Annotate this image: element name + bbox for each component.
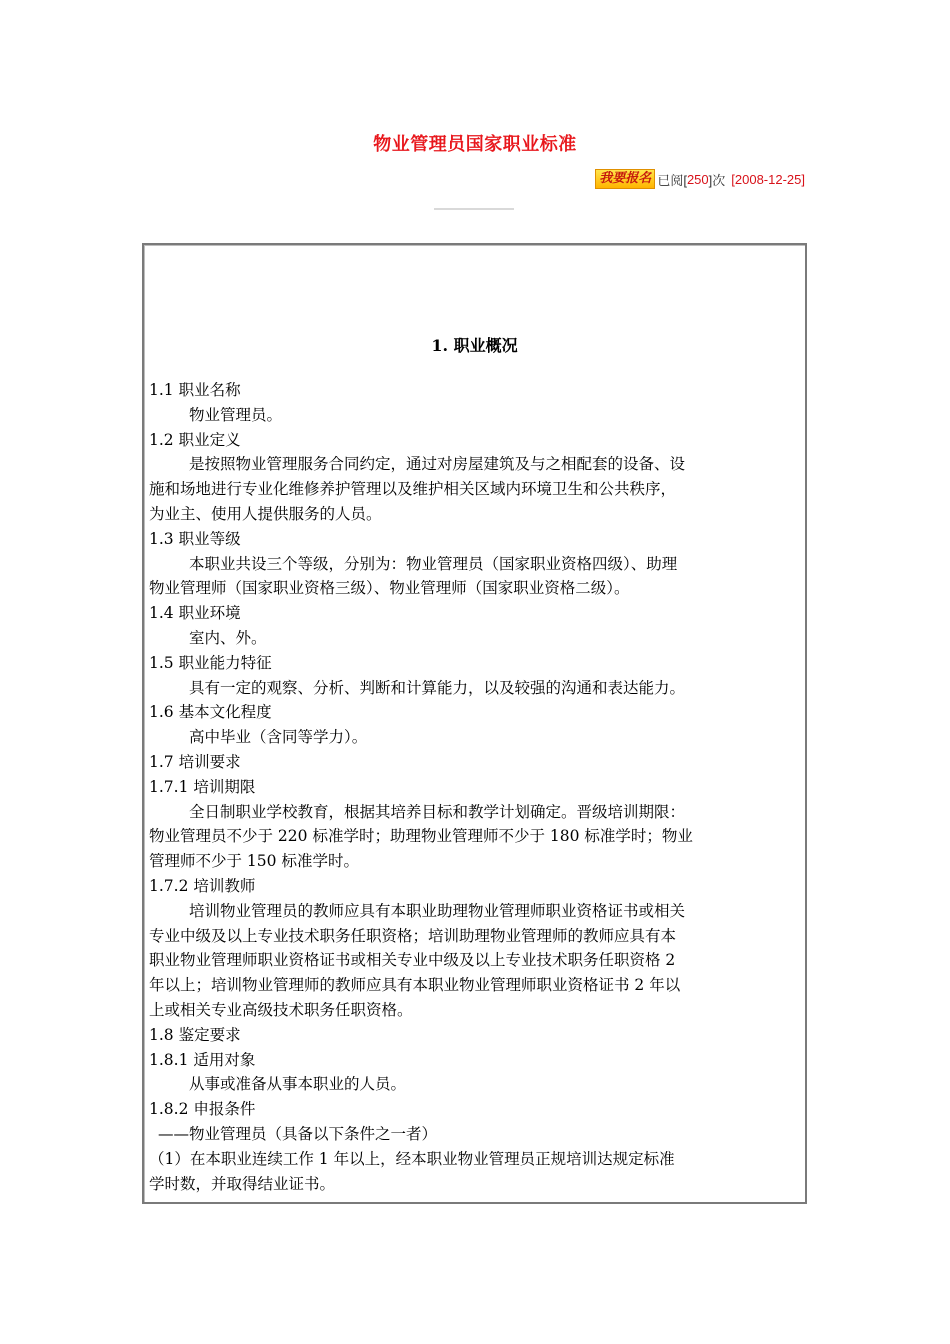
text-line: 本职业共设三个等级，分别为：物业管理员（国家职业资格四级）、助理: [189, 554, 678, 573]
read-count-suffix: ]次: [708, 172, 726, 188]
text-line: ——物业管理员（具备以下条件之一者）: [158, 1124, 438, 1143]
text-line: 年以上；培训物业管理师的教师应具有本职业物业管理师职业资格证书 2 年以: [149, 976, 681, 995]
document-body: [149, 378, 799, 1196]
text-line: 1.2 职业定义: [149, 430, 241, 449]
text-line: 具有一定的观察、分析、判断和计算能力，以及较强的沟通和表达能力。: [189, 678, 686, 697]
text-line: 1.7.1 培训期限: [149, 777, 256, 796]
read-count-prefix: 已阅[: [657, 172, 687, 188]
divider: [434, 208, 514, 210]
text-line: 1.7.2 培训教师: [149, 876, 256, 895]
text-line: 1.4 职业环境: [149, 604, 241, 623]
page-title: 物业管理员国家职业标准: [373, 134, 577, 155]
publish-date: [2008-12-25]: [731, 171, 805, 187]
text-line: 高中毕业（含同等学力）。: [189, 728, 368, 747]
text-line: 1.8 鉴定要求: [149, 1025, 241, 1044]
signup-button[interactable]: 我要报名: [595, 169, 655, 189]
text-line: 1.6 基本文化程度: [149, 703, 272, 722]
text-line: 管理师不少于 150 标准学时。: [149, 852, 359, 871]
text-line: 上或相关专业高级技术职务任职资格。: [149, 1000, 413, 1019]
text-line: 1.7 培训要求: [149, 752, 241, 771]
read-count: 250: [686, 171, 709, 187]
text-line: 1.3 职业等级: [149, 529, 241, 548]
text-line: 从事或准备从事本职业的人员。: [189, 1075, 407, 1094]
text-line: 物业管理员不少于 220 标准学时；助理物业管理师不少于 180 标准学时；物业: [149, 827, 693, 846]
text-line: 专业中级及以上专业技术职务任职资格；培训助理物业管理师的教师应具有本: [149, 926, 677, 945]
text-line: 1.8.1 适用对象: [149, 1050, 256, 1069]
text-line: 是按照物业管理服务合同约定，通过对房屋建筑及与之相配套的设备、设: [189, 455, 686, 474]
document-frame: [142, 243, 807, 1204]
text-line: 为业主、使用人提供服务的人员。: [149, 504, 382, 523]
text-line: 职业物业管理师职业资格证书或相关专业中级及以上专业技术职务任职资格 2: [149, 951, 676, 970]
text-line: 学时数，并取得结业证书。: [149, 1174, 336, 1193]
text-line: 物业管理师（国家职业资格三级）、物业管理师（国家职业资格二级）。: [149, 579, 630, 598]
section-title: 1. 职业概况: [431, 336, 518, 355]
article-meta: [595, 169, 805, 189]
text-line: 室内、外。: [189, 628, 267, 647]
text-line: 全日制职业学校教育，根据其培养目标和教学计划确定。晋级培训期限：: [189, 802, 686, 821]
text-line: 施和场地进行专业化维修养护管理以及维护相关区域内环境卫生和公共秩序，: [149, 480, 677, 499]
text-line: 1.8.2 申报条件: [149, 1100, 256, 1119]
text-line: 物业管理员。: [189, 405, 283, 424]
text-line: 1.1 职业名称: [149, 381, 241, 399]
text-line: （1）在本职业连续工作 1 年以上，经本职业物业管理员正规培训达规定标准: [149, 1149, 675, 1168]
text-line: 培训物业管理员的教师应具有本职业助理物业管理师职业资格证书或相关: [189, 901, 686, 920]
text-line: 1.5 职业能力特征: [149, 653, 272, 672]
